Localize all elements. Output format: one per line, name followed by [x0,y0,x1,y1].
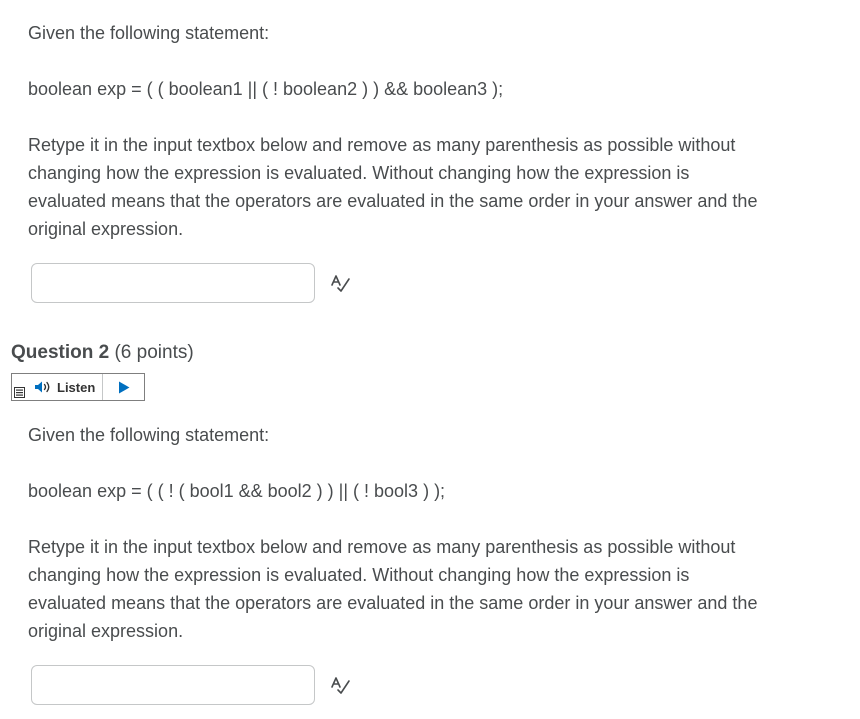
listen-button[interactable] [26,374,103,400]
q1-spellcheck-icon[interactable] [329,272,353,296]
question-2-header [11,341,194,365]
q1-intro: Given the following statement: [28,23,270,43]
q1-instructions: Retype it in the input textbox below and remove as many parenthesis as possible without changing how the expression is evaluated. Without changing how the expression is evaluated means that the operators are evaluated in the same order in your answer and the original expression. [28,135,758,239]
q2-statement: boolean exp = ( ( ! ( bool1 && bool2 ) ) || ( ! bool3 ) ); [28,481,446,501]
q2-spellcheck-icon[interactable] [329,674,353,698]
speaker-icon [34,380,52,394]
q2-intro: Given the following statement: [28,425,270,445]
listen-menu-button[interactable] [12,374,26,400]
menu-icon [14,387,25,398]
question-points: (6 points) [114,342,194,363]
question-title: Question 2 [11,342,110,363]
q1-statement: boolean exp = ( ( boolean1 || ( ! boolean2 ) ) && boolean3 ); [28,79,504,99]
listen-widget [11,373,145,401]
q1-answer-input[interactable] [31,263,315,303]
q2-instructions: Retype it in the input textbox below and remove as many parenthesis as possible without changing how the expression is evaluated. Without changing how the expression is evaluated means that the operators are evaluated in the same order in your answer and the original expression. [28,537,758,641]
play-button[interactable] [103,374,144,400]
play-icon [118,381,130,394]
listen-label: Listen [57,379,96,395]
q2-answer-input[interactable] [31,665,315,705]
